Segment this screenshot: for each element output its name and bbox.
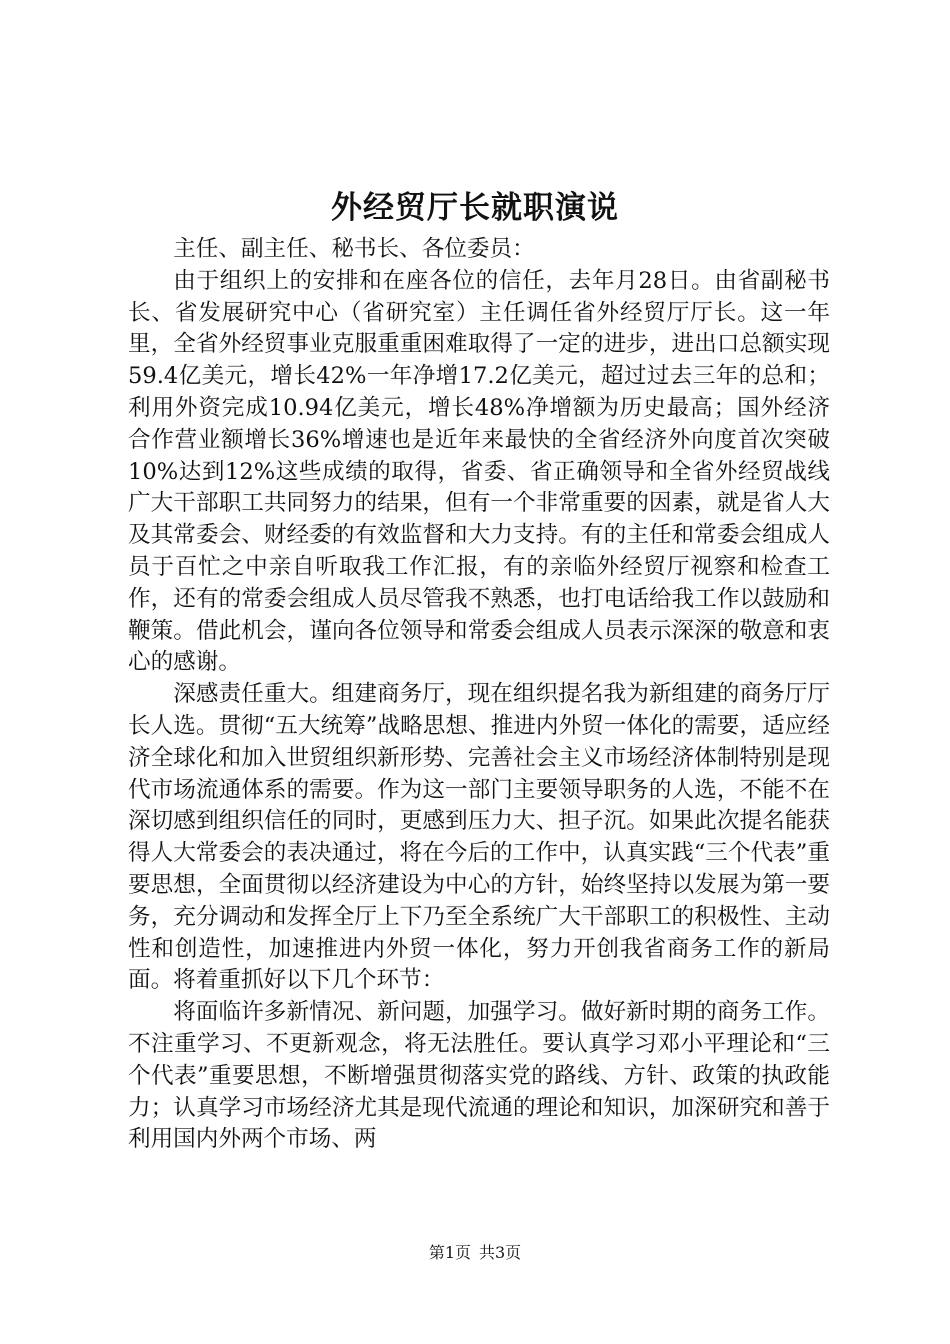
page-total: 共3页 bbox=[479, 1243, 522, 1262]
paragraph-1: 由于组织上的安排和在座各位的信任，去年月28日。由省副秘书长、省发展研究中心（省研究室）主任调任省外经贸厅厅长。这一年里，全省外经贸事业克服重重困难取得了一定的进步，进出口总额实现59.4亿美元，增长42%一年净增17.2亿美元，超过过去三年的总和；利用外资完成10.94亿美元，增长48%净增额为历史最高；国外经济合作营业额增长36%增速也是近年来最快的全省经济外向度首次突破10%达到12%这些成绩的取得，省委、省正确领导和全省外经贸战线广大干部职工共同努力的结果，但有一个非常重要的因素，就是省人大及其常委会、财经委的有效监督和大力支持。有的主任和常委会组成人员于百忙之中亲自听取我工作汇报，有的亲临外经贸厅视察和检查工作，还有的常委会组成人员尽管我不熟悉，也打电话给我工作以鼓励和鞭策。借此机会，谨向各位领导和常委会组成人员表示深深的敬意和衷心的感谢。 bbox=[128, 267, 830, 676]
salutation: 主任、副主任、秘书长、各位委员： bbox=[173, 236, 535, 262]
paragraph-2: 深感责任重大。组建商务厅，现在组织提名我为新组建的商务厅厅长人选。贯彻“五大统筹”战略思想、推进内外贸一体化的需要，适应经济全球化和加入世贸组织新形势、完善社会主义市场经济体制特别是现代市场流通体系的需要。作为这一部门主要领导职务的人选，不能不在深切感到组织信任的同时，更感到压力大、担子沉。如果此次提名能获得人大常委会的表决通过，将在今后的工作中，认真实践“三个代表”重要思想，全面贯彻以经济建设为中心的方针，始终坚持以发展为第一要务，充分调动和发挥全厅上下乃至全系统广大干部职工的积极性、主动性和创造性，加速推进内外贸一体化，努力开创我省商务工作的新局面。将着重抓好以下几个环节： bbox=[128, 681, 830, 994]
document-title: 外经贸厅长就职演说 bbox=[331, 190, 619, 226]
page-footer bbox=[0, 1242, 950, 1264]
document-body bbox=[128, 234, 830, 1156]
page-number: 第1页 bbox=[428, 1243, 471, 1262]
paragraph-3: 将面临许多新情况、新问题，加强学习。做好新时期的商务工作。不注重学习、不更新观念，将无法胜任。要认真学习邓小平理论和“三个代表”重要思想，不断增强贯彻落实党的路线、方针、政策的执政能力；认真学习市场经济尤其是现代流通的理论和知识，加深研究和善于利用国内外两个市场、两 bbox=[128, 999, 830, 1153]
